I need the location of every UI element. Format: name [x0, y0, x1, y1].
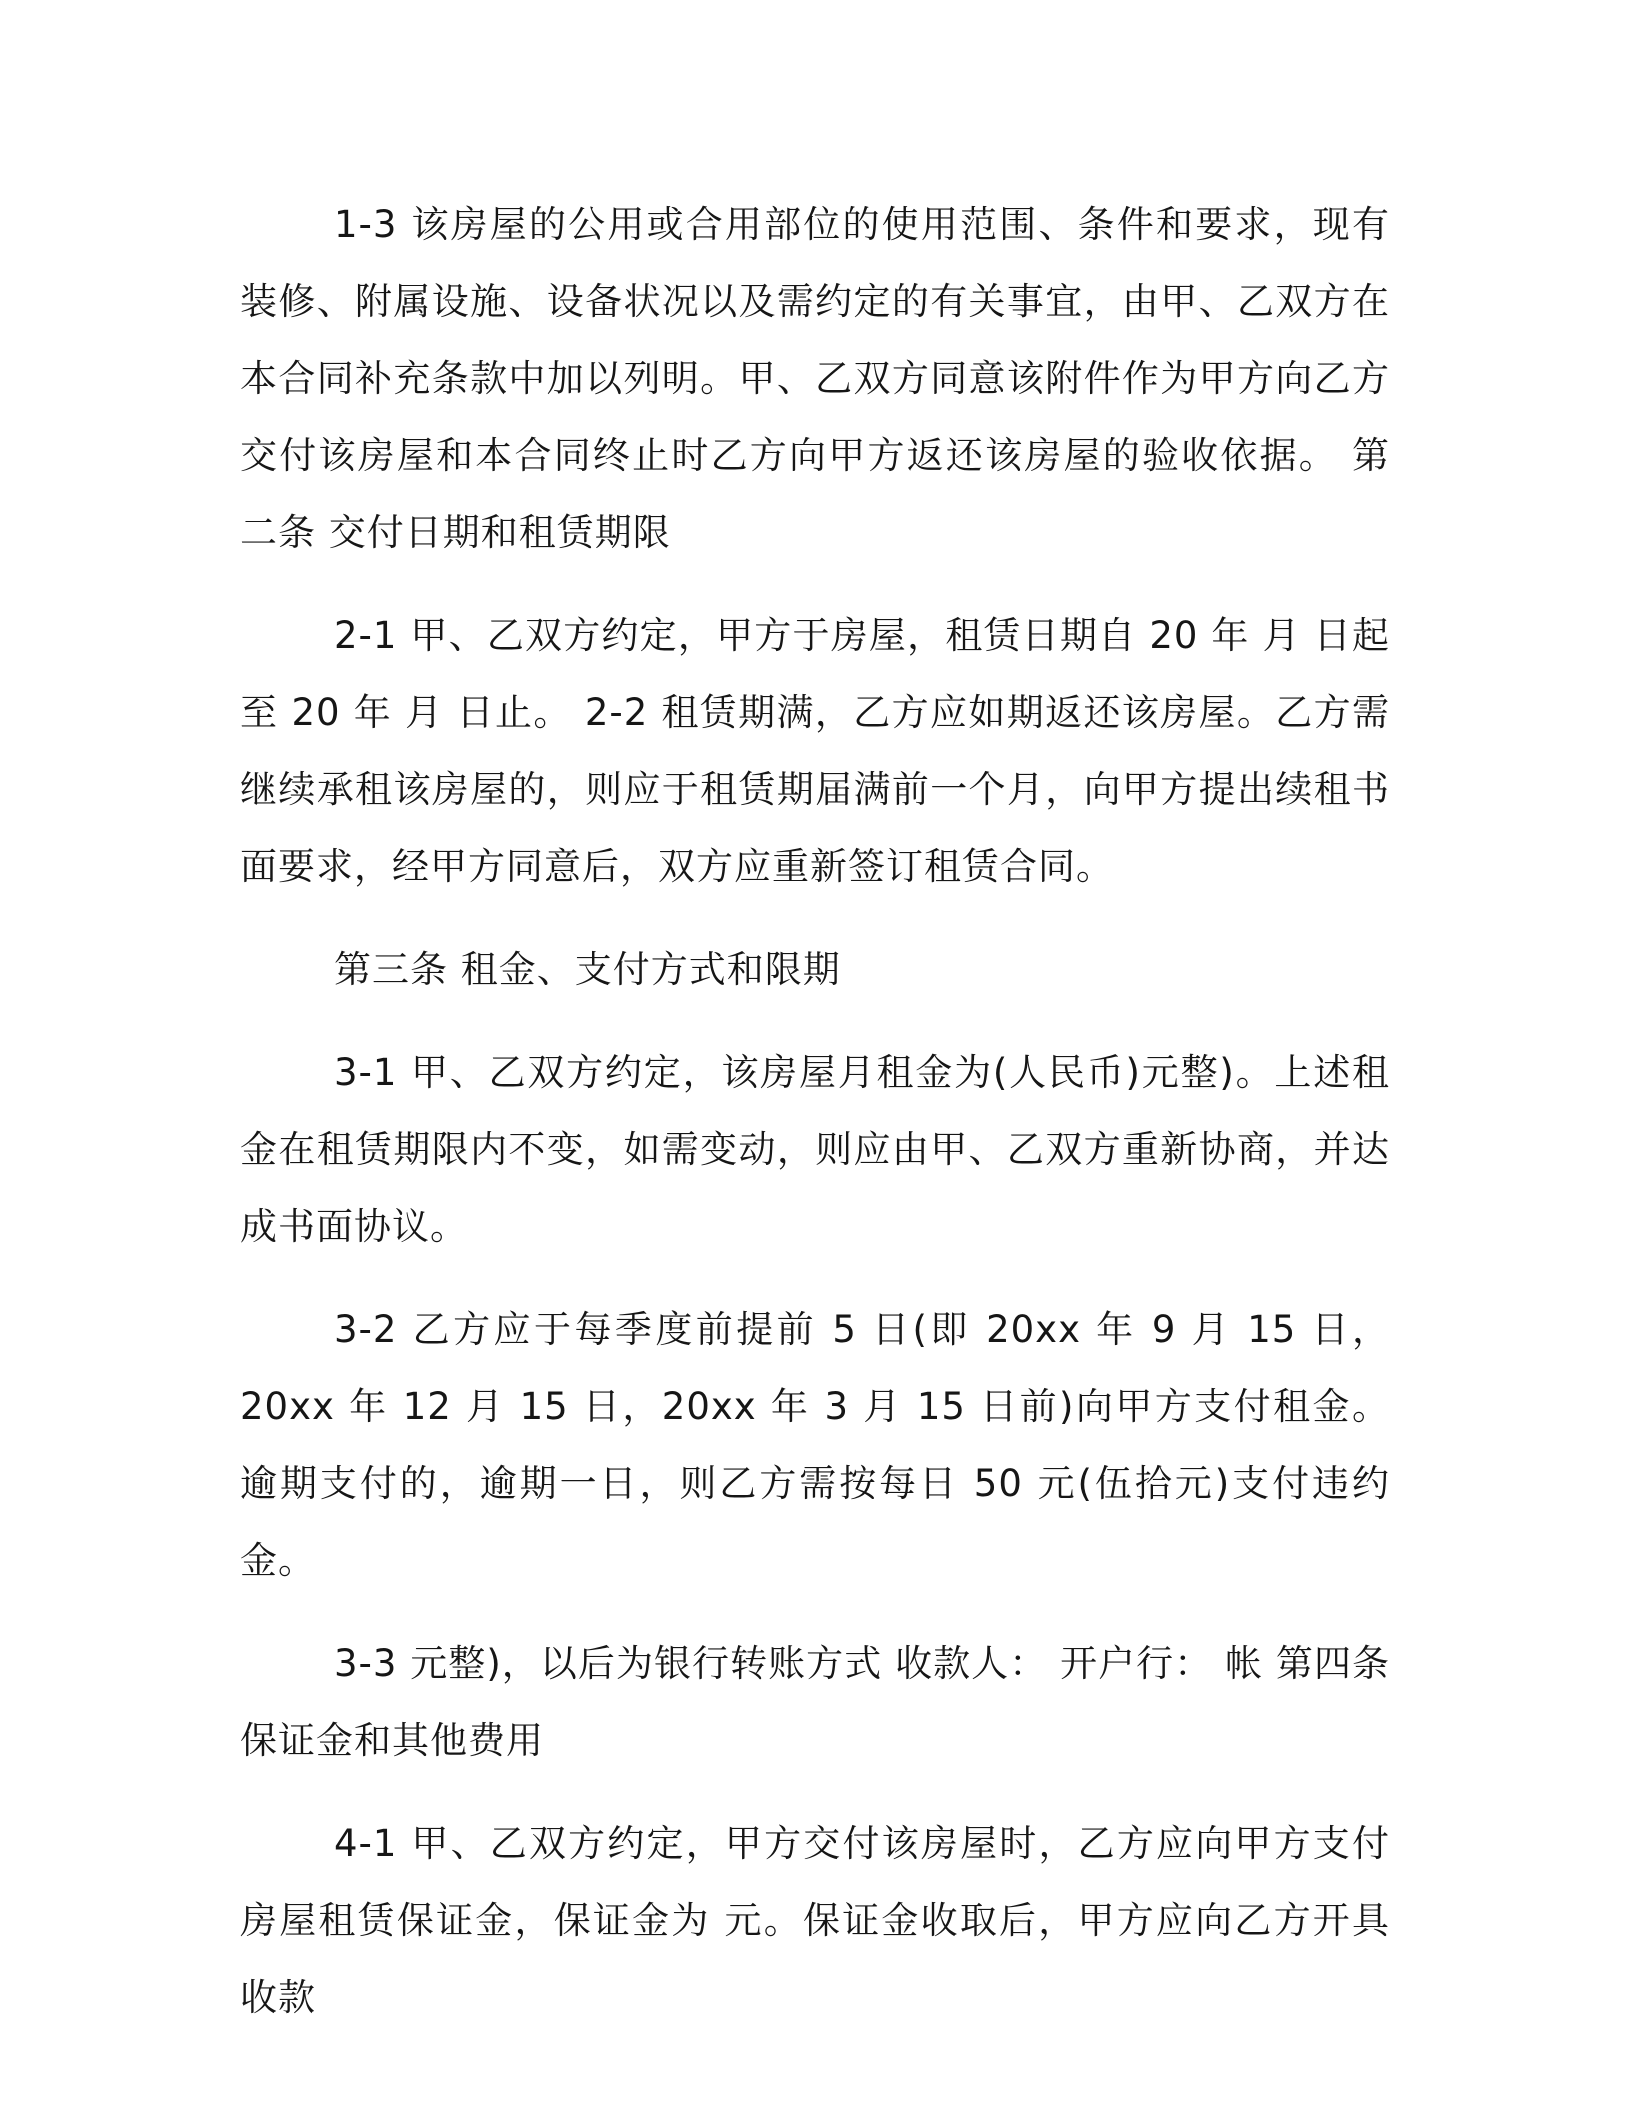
section-heading-3: 第三条 租金、支付方式和限期: [334, 948, 841, 991]
document-body: [240, 186, 1390, 2062]
paragraph-2-1: 2-1 甲、乙双方约定，甲方于房屋，租赁日期自 20 年 月 日起至 20 年 月 日止。 2-2 租赁期满，乙方应如期返还该房屋。乙方需继续承租该房屋的，则应于租赁期届满前一个月，向甲方提出续租书面要求，经甲方同意后，双方应重新签订租赁合同。: [240, 614, 1390, 888]
paragraph-4-1: 4-1 甲、乙双方约定，甲方交付该房屋时，乙方应向甲方支付房屋租赁保证金，保证金为 元。保证金收取后，甲方应向乙方开具收款: [240, 1822, 1390, 2019]
paragraph-1-3: 1-3 该房屋的公用或合用部位的使用范围、条件和要求，现有装修、附属设施、设备状况以及需约定的有关事宜，由甲、乙双方在本合同补充条款中加以列明。甲、乙双方同意该附件作为甲方向乙方交付该房屋和本合同终止时乙方向甲方返还该房屋的验收依据。 第二条 交付日期和租赁期限: [240, 203, 1390, 554]
paragraph-3-2: 3-2 乙方应于每季度前提前 5 日(即 20xx 年 9 月 15 日，20xx 年 12 月 15 日，20xx 年 3 月 15 日前)向甲方支付租金。逾期支付的，逾期一日，则乙方需按每日 50 元(伍拾元)支付违约金。: [240, 1308, 1390, 1582]
paragraph-3-3: 3-3 元整)，以后为银行转账方式 收款人： 开户行： 帐 第四条 保证金和其他费用: [240, 1642, 1390, 1762]
paragraph-3-1: 3-1 甲、乙双方约定，该房屋月租金为(人民币)元整)。上述租金在租赁期限内不变，如需变动，则应由甲、乙双方重新协商，并达成书面协议。: [240, 1051, 1390, 1248]
